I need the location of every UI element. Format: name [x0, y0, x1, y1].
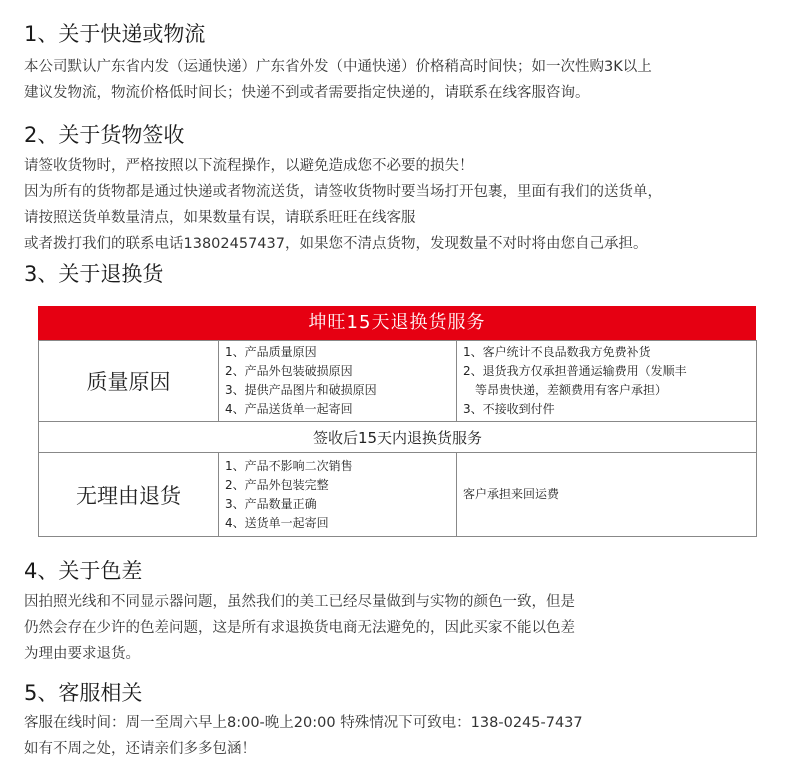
list-item: 3、不接收到付件 — [463, 402, 555, 416]
list-item: 1、客户统计不良品数我方免费补货 — [463, 345, 651, 359]
section-4-title: 4、关于色差 — [24, 559, 143, 583]
list-item: 1、产品不影响二次销售 — [225, 458, 353, 473]
section-4-line: 因拍照光线和不同显示器问题，虽然我们的美工已经尽量做到与实物的颜色一致，但是 — [24, 594, 575, 610]
list-item: 2、产品外包装完整 — [225, 477, 329, 492]
section-1-text — [24, 54, 652, 106]
list-item: 4、产品送货单一起寄回 — [225, 402, 353, 416]
section-2-line: 请签收货物时，严格按照以下流程操作，以避免造成您不必要的损失！ — [24, 158, 474, 174]
return-service-banner: 坤旺15天退换货服务 — [38, 306, 756, 340]
section-4-line: 仍然会存在少许的色差问题，这是所有求退换货电商无法避免的，因此买家不能以色差 — [24, 620, 575, 636]
list-item: 等昂贵快递，差额费用有客户承担） — [475, 383, 668, 397]
sub-banner-row — [39, 422, 757, 453]
section-5-title: 5、客服相关 — [24, 681, 143, 705]
section-1-title: 1、关于快递或物流 — [24, 22, 206, 46]
list-item: 4、送货单一起寄回 — [225, 515, 329, 530]
list-item: 2、产品外包装破损原因 — [225, 364, 353, 378]
section-4-line: 为理由要求退货。 — [24, 646, 140, 662]
section-2-text — [24, 153, 662, 257]
quality-handling — [457, 341, 757, 422]
section-2-line: 请按照送货单数量清点，如果数量有误，请联系旺旺在线客服 — [24, 210, 416, 226]
no-reason-row — [39, 453, 757, 537]
list-item: 3、提供产品图片和破损原因 — [225, 383, 377, 397]
list-item: 1、产品质量原因 — [225, 345, 317, 359]
section-1-line: 建议发物流，物流价格低时间长；快递不到或者需要指定快递的，请联系在线客服咨询。 — [24, 85, 590, 101]
section-2-title: 2、关于货物签收 — [24, 123, 185, 147]
list-item: 3、产品数量正确 — [225, 496, 317, 511]
section-1-line: 本公司默认广东省内发（运通快递）广东省外发（中通快递）价格稍高时间快；如一次性购3K以上 — [24, 59, 652, 75]
no-reason-return-label: 无理由退货 — [39, 453, 219, 537]
section-4-text — [24, 589, 575, 667]
no-reason-conditions — [219, 453, 457, 537]
section-5-line: 如有不周之处，还请亲们多多包涵！ — [24, 741, 256, 757]
section-3-title: 3、关于退换货 — [24, 262, 164, 286]
section-2-line: 因为所有的货物都是通过快递或者物流送货，请签收货物时要当场打开包裹，里面有我们的送货单， — [24, 184, 662, 200]
sub-service-banner: 签收后15天内退换货服务 — [39, 422, 757, 453]
return-policy-table — [38, 306, 756, 537]
list-item: 2、退货我方仅承担普通运输费用（发顺丰 — [463, 364, 687, 378]
return-policy-grid — [38, 340, 757, 537]
quality-reason-label: 质量原因 — [39, 341, 219, 422]
section-2-line: 或者拨打我们的联系电话13802457437，如果您不清点货物，发现数量不对时将由您自己承担。 — [24, 236, 648, 252]
no-reason-handling: 客户承担来回运费 — [457, 453, 757, 537]
quality-conditions — [219, 341, 457, 422]
quality-row — [39, 341, 757, 422]
section-5-text — [24, 710, 583, 762]
section-5-line: 客服在线时间：周一至周六早上8:00-晚上20:00 特殊情况下可致电：138-0245-7437 — [24, 715, 583, 731]
